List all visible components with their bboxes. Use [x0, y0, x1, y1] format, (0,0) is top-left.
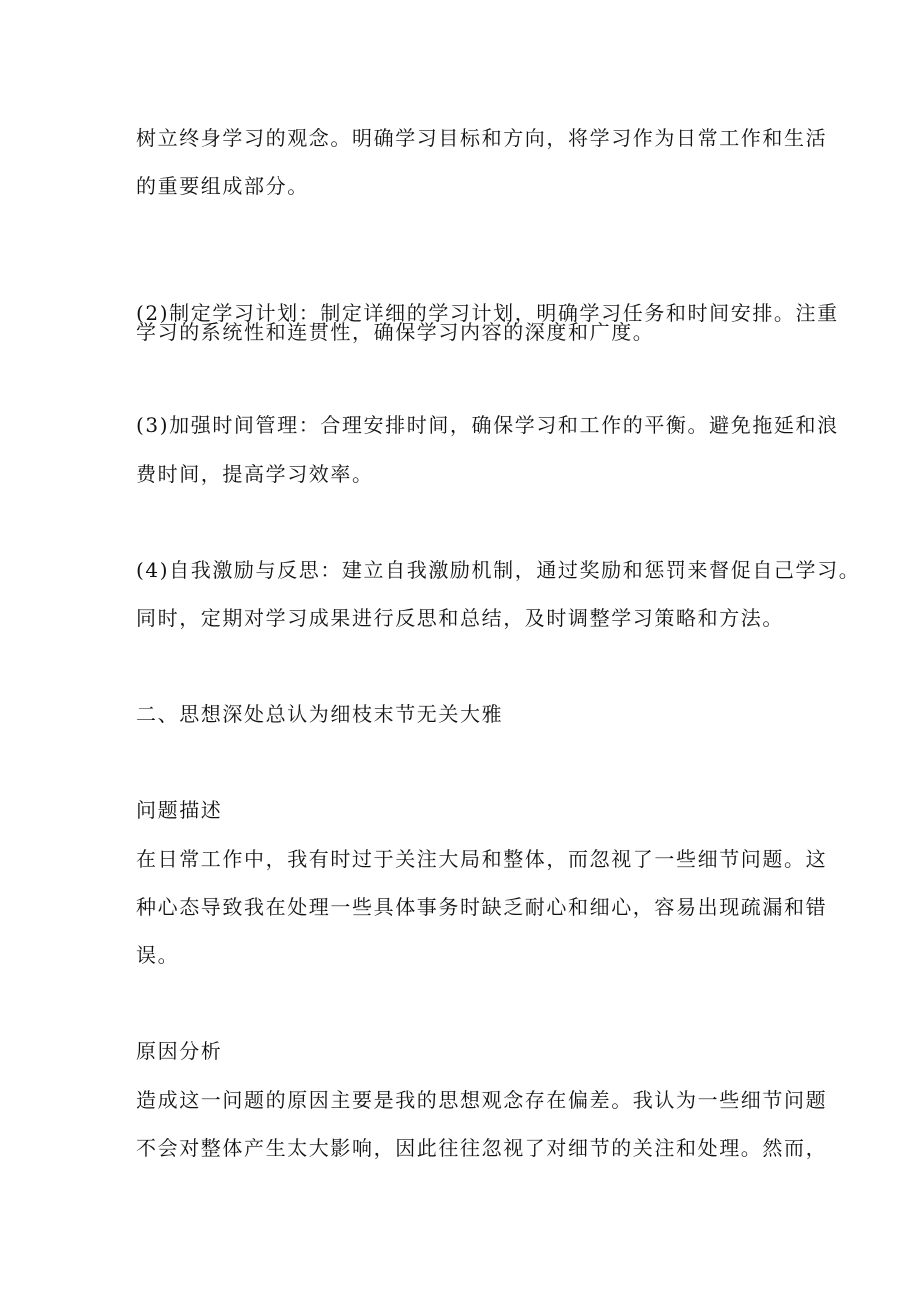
paragraph-line: 树立终身学习的观念。明确学习目标和方向，将学习作为日常工作和生活	[136, 126, 828, 150]
subsection-heading: 原因分析	[136, 1039, 223, 1063]
paragraph-line: (4)自我激励与反思：建立自我激励机制，通过奖励和惩罚来督促自己学习。	[136, 558, 861, 582]
paragraph-line: 不会对整体产生太大影响，因此往往忽视了对细节的关注和处理。然而，	[136, 1136, 828, 1160]
paragraph-line: 同时，定期对学习成果进行反思和总结，及时调整学习策略和方法。	[136, 606, 784, 630]
paragraph-line: (3)加强时间管理：合理安排时间，确保学习和工作的平衡。避免拖延和浪	[136, 413, 839, 437]
paragraph-line: 误。	[136, 943, 180, 967]
paragraph-line: 费时间，提高学习效率。	[136, 462, 374, 486]
subsection-heading: 问题描述	[136, 798, 223, 822]
paragraph-line: (2)制定学习计划：制定详细的学习计划，明确学习任务和时间安排。注重	[136, 301, 839, 325]
paragraph-line: 种心态导致我在处理一些具体事务时缺乏耐心和细心，容易出现疏漏和错	[136, 895, 828, 919]
section-heading: 二、思想深处总认为细枝末节无关大雅	[136, 702, 504, 726]
paragraph-line: 的重要组成部分。	[136, 174, 309, 198]
paragraph-line: 学习的系统性和连贯性，确保学习内容的深度和广度。	[136, 320, 655, 344]
paragraph-line: 造成这一问题的原因主要是我的思想观念存在偏差。我认为一些细节问题	[136, 1088, 828, 1112]
paragraph-line: 在日常工作中，我有时过于关注大局和整体，而忽视了一些细节问题。这	[136, 847, 828, 871]
